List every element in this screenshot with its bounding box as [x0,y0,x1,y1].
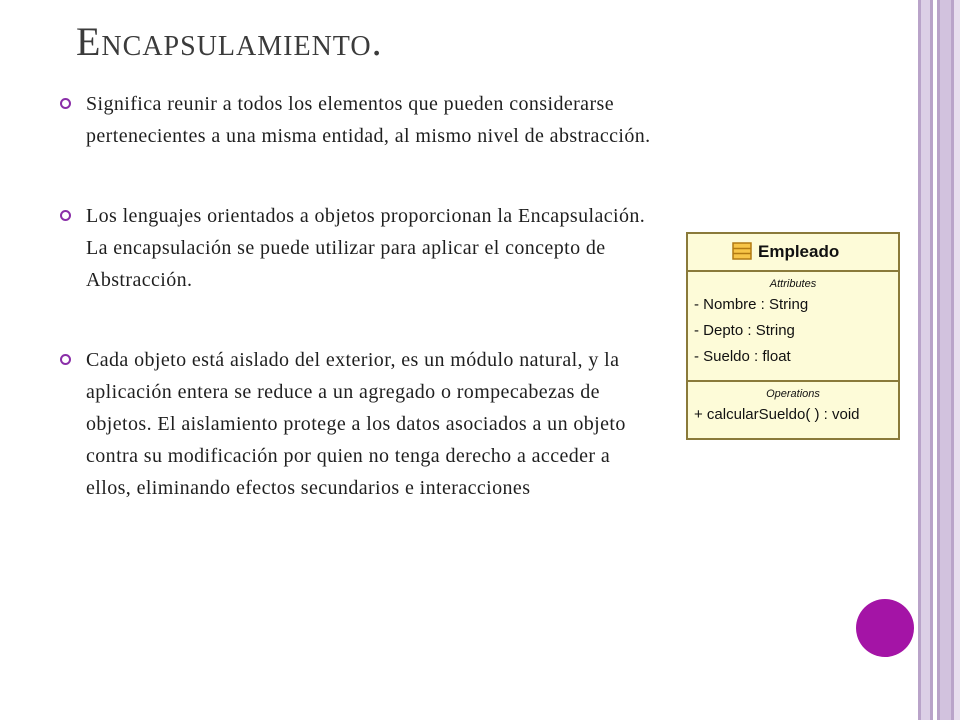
bullet-text: Cada objeto está aislado del exterior, es un módulo natural, y la aplicación entera se reduce a un agregado o rompecabezas de objetos. El aislamiento protege a los datos asociados a un objeto contra su modificación por quien no tenga derecho a acceder a ellos, eliminando efectos secundarios e interacciones [86,349,626,499]
bullet-ring-icon [60,354,71,365]
bullet-ring-icon [60,210,71,221]
bullet-item [56,88,656,152]
decorative-circle [856,599,914,657]
edge-stripe [921,0,930,720]
uml-operation: + calcularSueldo( ) : void [694,406,860,423]
uml-operations-section [688,382,898,428]
uml-attribute: - Nombre : String [694,296,809,313]
bullet-list [56,88,656,504]
uml-operations-title: Operations [766,388,820,400]
uml-class-diagram [686,232,900,440]
uml-class-name: Empleado [758,242,840,261]
bullet-text: Significa reunir a todos los elementos que pueden considerarse pertenecientes a una misma entidad, al mismo nivel de abstracción. [86,93,651,147]
bullet-ring-icon [60,98,71,109]
uml-class-header [688,234,898,272]
uml-attributes-title: Attributes [769,278,817,290]
bullet-item [56,200,656,296]
class-icon [732,242,752,260]
uml-attribute: - Sueldo : float [694,348,791,365]
slide-title: Encapsulamiento. [76,19,383,64]
uml-attribute: - Depto : String [694,322,795,339]
bullet-item [56,344,656,504]
uml-attributes-section [688,272,898,382]
bullet-text: Los lenguajes orientados a objetos proporcionan la Encapsulación. La encapsulación se puede utilizar para aplicar el concepto de Abstracción. [86,205,646,291]
edge-stripe [940,0,951,720]
edge-stripe [954,0,960,720]
